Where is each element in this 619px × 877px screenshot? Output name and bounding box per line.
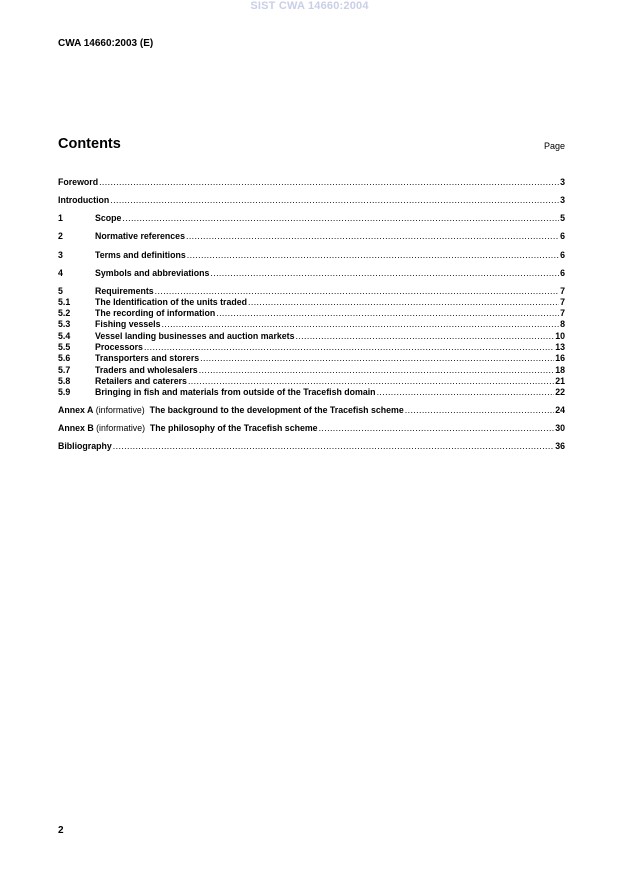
toc-entry-annex-b[interactable] — [58, 423, 565, 434]
toc-entry-recording-of-information[interactable] — [58, 308, 565, 319]
toc-entry-retailers-and-caterers[interactable] — [58, 376, 565, 387]
toc-leader-dots — [113, 441, 554, 452]
toc-entry-page: 21 — [555, 376, 565, 386]
toc-entry-title: Transporters and storers — [95, 353, 200, 363]
toc-entry-title: The recording of information — [95, 308, 216, 318]
toc-entry-page: 5 — [560, 213, 565, 223]
annex-title: The background to the development of the Tracefish scheme — [144, 405, 404, 415]
toc-leader-dots — [295, 331, 554, 342]
toc-leader-dots — [162, 319, 560, 330]
toc-leader-dots — [377, 387, 555, 398]
toc-leader-dots — [187, 250, 559, 261]
annex-title: The philosophy of the Tracefish scheme — [145, 423, 318, 433]
toc-entry-number: 5 — [58, 286, 63, 296]
contents-heading: Contents — [58, 136, 121, 152]
toc-leader-dots — [199, 365, 555, 376]
toc-entry-title: The Identification of the units traded — [95, 297, 247, 307]
annex-note: (informative) — [93, 405, 145, 415]
toc-entry-page: 6 — [560, 250, 565, 260]
toc-entry-title: Bringing in fish and materials from outside of the Tracefish domain — [95, 387, 376, 397]
toc-entry-vessel-landing-businesses[interactable] — [58, 331, 565, 342]
document-code: CWA 14660:2003 (E) — [58, 38, 154, 49]
toc-leader-dots — [248, 297, 559, 308]
toc-leader-dots — [110, 195, 559, 206]
toc-entry-title: Fishing vessels — [95, 319, 161, 329]
toc-entry-page: 7 — [560, 297, 565, 307]
toc-entry-processors[interactable] — [58, 342, 565, 353]
toc-entry-title: Terms and definitions — [95, 250, 186, 260]
toc-leader-dots — [216, 308, 559, 319]
toc-entry-number: 5.6 — [58, 353, 71, 363]
toc-entry-transporters-and-storers[interactable] — [58, 353, 565, 364]
toc-entry-page: 3 — [560, 177, 565, 187]
toc-entry-symbols-and-abbreviations[interactable] — [58, 268, 565, 279]
toc-entry-page: 8 — [560, 319, 565, 329]
watermark: SIST CWA 14660:2004 — [250, 0, 369, 12]
toc-leader-dots — [188, 376, 554, 387]
toc-leader-dots — [200, 353, 554, 364]
toc-entry-terms-and-definitions[interactable] — [58, 250, 565, 261]
toc-entry-page: 24 — [555, 405, 565, 415]
toc-entry-page: 3 — [560, 195, 565, 205]
toc-entry-title: Vessel landing businesses and auction markets — [95, 331, 295, 341]
annex-note: (informative) — [93, 423, 146, 433]
toc-entry-page: 30 — [555, 423, 565, 433]
toc-entry-number: 5.4 — [58, 331, 71, 341]
toc-entry-number: 2 — [58, 231, 63, 241]
toc-leader-dots — [155, 286, 559, 297]
toc-entry-page: 7 — [560, 308, 565, 318]
toc-entry-title — [58, 405, 404, 416]
toc-entry-requirements[interactable] — [58, 286, 565, 297]
toc-entry-page: 36 — [555, 441, 565, 451]
toc-entry-annex-a[interactable] — [58, 405, 565, 416]
toc-entry-title: Retailers and caterers — [95, 376, 187, 386]
toc-entry-title: Processors — [95, 342, 143, 352]
toc-entry-scope[interactable] — [58, 213, 565, 224]
toc-entry-introduction[interactable] — [58, 195, 565, 206]
toc-entry-normative-references[interactable] — [58, 231, 565, 242]
toc-leader-dots — [319, 423, 555, 434]
toc-entry-number: 5.2 — [58, 308, 71, 318]
toc-entry-title: Normative references — [95, 231, 185, 241]
toc-entry-number: 5.3 — [58, 319, 71, 329]
toc-entry-title: Bibliography — [58, 441, 112, 451]
page-column-label: Page — [543, 141, 565, 151]
toc-entry-title: Symbols and abbreviations — [95, 268, 210, 278]
toc-entry-number: 3 — [58, 250, 63, 260]
toc-entry-title: Introduction — [58, 195, 110, 205]
toc-entry-page: 6 — [560, 231, 565, 241]
toc-entry-page: 6 — [560, 268, 565, 278]
toc-entry-title: Foreword — [58, 177, 99, 187]
toc-leader-dots — [405, 405, 554, 416]
toc-entry-number: 5.8 — [58, 376, 71, 386]
toc-leader-dots — [186, 231, 559, 242]
toc-entry-number: 5.7 — [58, 365, 71, 375]
toc-leader-dots — [144, 342, 554, 353]
annex-label: Annex A — [58, 405, 94, 415]
toc-entry-page: 18 — [555, 365, 565, 375]
toc-entry-number: 1 — [58, 213, 63, 223]
toc-entry-page: 10 — [555, 331, 565, 341]
page-number: 2 — [58, 825, 64, 836]
toc-entry-page: 13 — [555, 342, 565, 352]
toc-entry-number: 5.1 — [58, 297, 71, 307]
toc-entry-page: 7 — [560, 286, 565, 296]
toc-leader-dots — [99, 177, 559, 188]
toc-entry-identification-of-units[interactable] — [58, 297, 565, 308]
toc-entry-fishing-vessels[interactable] — [58, 319, 565, 330]
toc-entry-foreword[interactable] — [58, 177, 565, 188]
toc-leader-dots — [210, 268, 559, 279]
toc-entry-title: Scope — [95, 213, 122, 223]
toc-entry-number: 5.5 — [58, 342, 71, 352]
toc-leader-dots — [122, 213, 559, 224]
toc-entry-number: 5.9 — [58, 387, 71, 397]
toc-entry-bringing-in-fish[interactable] — [58, 387, 565, 398]
toc-entry-page: 22 — [555, 387, 565, 397]
toc-entry-page: 16 — [555, 353, 565, 363]
toc-entry-title: Requirements — [95, 286, 154, 296]
toc-entry-bibliography[interactable] — [58, 441, 565, 452]
annex-label: Annex B — [58, 423, 94, 433]
toc-entry-traders-and-wholesalers[interactable] — [58, 365, 565, 376]
toc-entry-title: Traders and wholesalers — [95, 365, 198, 375]
toc-entry-number: 4 — [58, 268, 63, 278]
toc-entry-title — [58, 423, 318, 434]
